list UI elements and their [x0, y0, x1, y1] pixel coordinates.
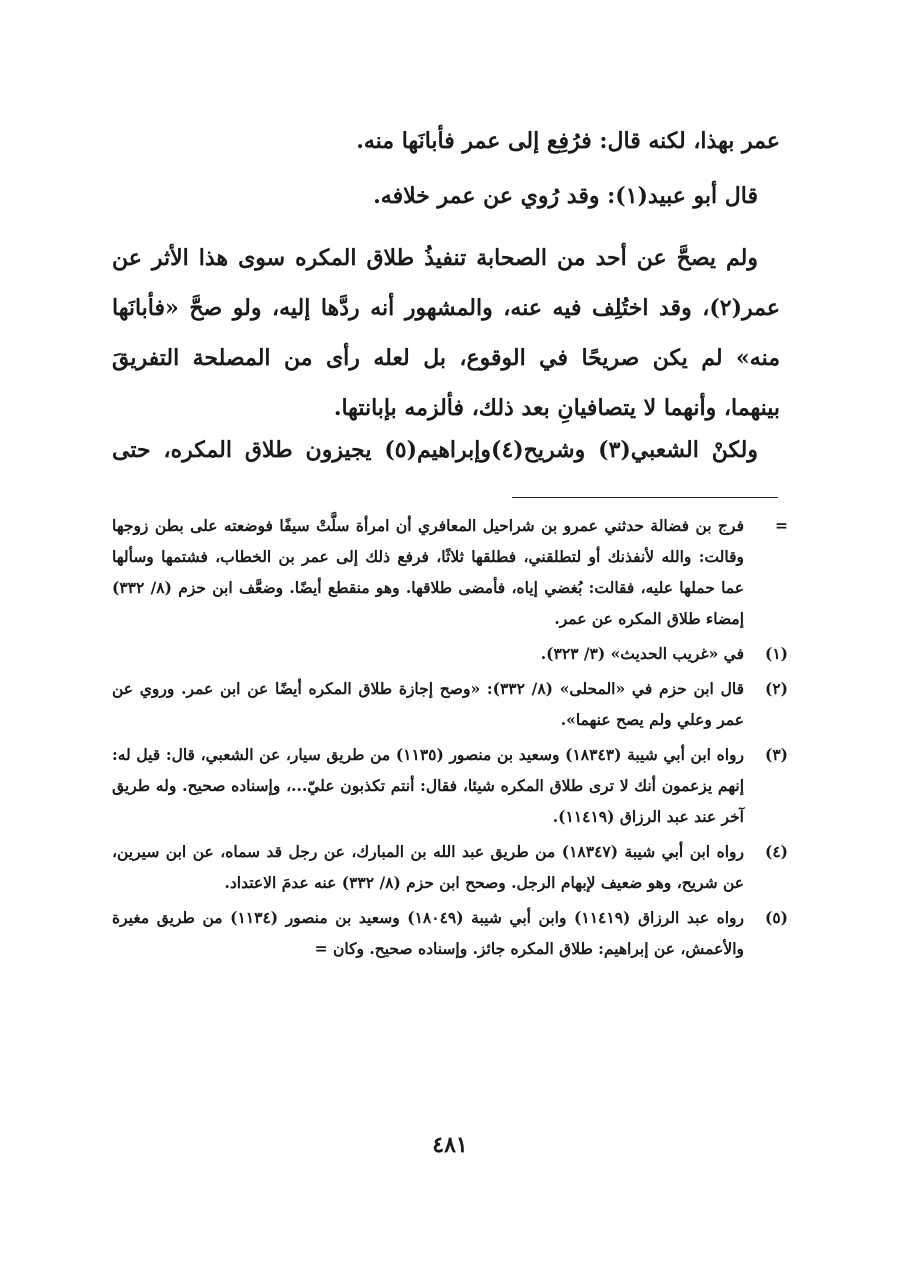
footnote-continuation: [112, 510, 788, 634]
main-paragraph-3-first-line: ولم يصحَّ عن أحد من الصحابة تنفيذُ طلاق المكره سوى هذا الأثر عن: [112, 245, 758, 271]
footnote-3: [112, 739, 788, 832]
main-paragraph-1: عمر بهذا، لكنه قال: فرُفِع إلى عمر فأبانَها منه.: [356, 128, 780, 154]
footnote-text: رواه ابن أبي شيبة (١٨٣٤٧) من طريق عبد الله بن المبارك، عن رجل قد سماه، عن ابن سيرين، عن شريح، وهو ضعيف لإبهام الرجل. وصحح ابن حزم (٨/ ٣٣٢) عنه عدمَ الاعتداد.: [112, 842, 744, 892]
main-paragraph-4: ولكنْ الشعبي(٣) وشريح(٤)وإبراهيم(٥) يجيزون طلاق المكره، حتى: [112, 437, 758, 463]
footnote-5: [112, 902, 788, 964]
footnote-text: في «غريب الحديث» (٣/ ٣٢٣).: [540, 644, 744, 663]
footnotes: [112, 510, 788, 968]
footnote-2: [112, 673, 788, 735]
footnote-number: (٤): [764, 842, 788, 861]
footnote-text: رواه ابن أبي شيبة (١٨٣٤٣) وسعيد بن منصور (١١٣٥) من طريق سيار، عن الشعبي، قال: قيل له: إنهم يزعمون أنك لا ترى طلاق المكره شيئا، فقال: أنتم تكذبون عليّ...، وإسناده صحيح. وله طريق آخر عند عبد الرزاق (١١٤١٩).: [112, 745, 744, 826]
footnote-number: (٣): [764, 745, 788, 764]
footnote-text: رواه عبد الرزاق (١١٤١٩) وابن أبي شيبة (١٨٠٤٩) وسعيد بن منصور (١١٣٤) من طريق مغيرة والأعمش، عن إبراهيم: طلاق المكره جائز. وإسناده صحيح. وكان =: [112, 908, 744, 958]
footnote-1: [112, 638, 788, 669]
footnote-text: قال ابن حزم في «المحلى» (٨/ ٣٣٢): «وصح إجازة طلاق المكره أيضًا عن ابن عمر. وروي عن عمر وعلي ولم يصح عنهما».: [112, 679, 745, 729]
footnote-number: (١): [764, 644, 788, 663]
footnote-4: [112, 836, 788, 898]
continuation-marker: =: [775, 516, 788, 535]
main-paragraph-3: [112, 233, 780, 433]
footnote-number: (٥): [764, 908, 788, 927]
page-number: ٤٨١: [432, 1132, 468, 1158]
main-paragraph-2: قال أبو عبيد(١): وقد رُوي عن عمر خلافه.: [373, 183, 758, 209]
footnote-number: (٢): [764, 679, 788, 698]
footnote-continuation-text: فرج بن فضالة حدثني عمرو بن شراحيل المعافري أن امرأة سلَّتْ سيفًا فوضعته على بطن زوجها وقالت: والله لأنفذنك أو لتطلقني، فطلقها ثلاثًا، فرفع ذلك إلى عمر بن الخطاب، فشتمها وسألها عما حملها عليه، فقالت: بُغضي إياه، فأمضى طلاقها. وهو منقطع أيضًا. وضعَّف ابن حزم (٨/ ٣٣٢) إمضاء طلاق المكره عن عمر.: [112, 516, 745, 628]
footnote-separator: [512, 497, 778, 498]
main-paragraph-3-rest: عمر(٢)، وقد اختُلِف فيه عنه، والمشهور أنه ردَّها إليه، ولو صحَّ «فأبانَها منه» لم يكن صريحًا في الوقوع، بل لعله رأى من المصلحة التفريقَ بينهما، وأنهما لا يتصافيانِ بعد ذلك، فألزمه بإبانتها.: [112, 295, 780, 421]
